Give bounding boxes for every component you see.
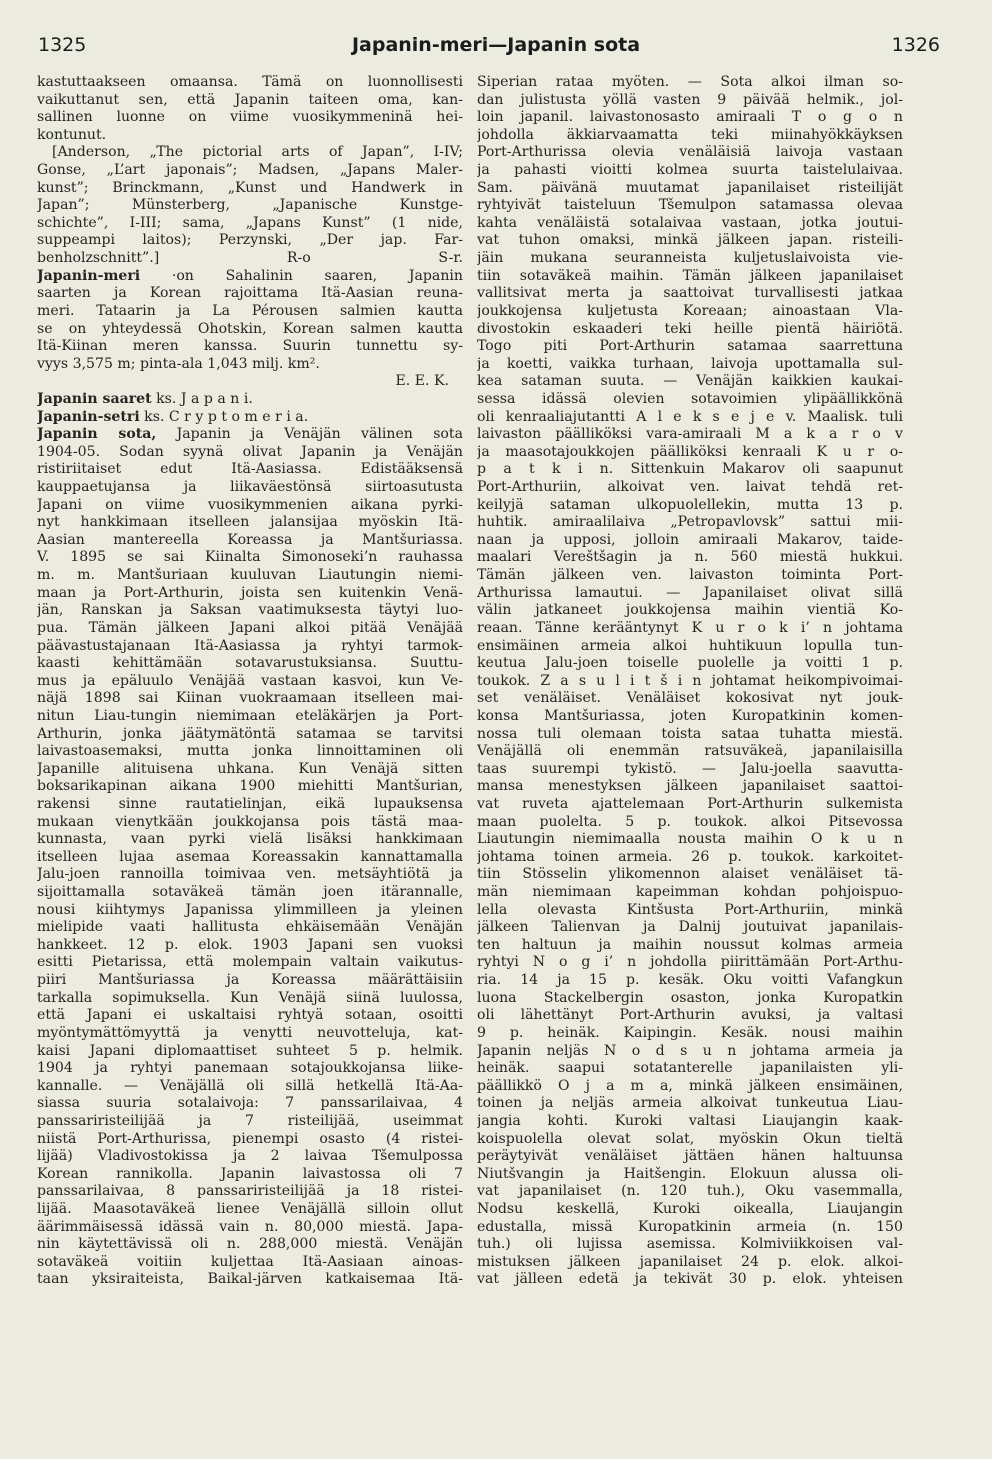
- text-line: Aasian mantereella Koreassa ja Mantšuriassa.: [37, 531, 463, 548]
- text-line: ristiriitaiset edut Itä-Aasiassa. Edistääksensä: [37, 461, 463, 478]
- text-line: kauppaetujansa ja liikaväestönsä siirtoasutusta: [37, 479, 463, 496]
- text-line: mukaan vienytkään joukkojansa pois tästä maa-: [37, 813, 463, 830]
- text-line: keutua Jalu-joen toiselle puolelle ja voitti 1 p.: [477, 655, 903, 672]
- text-line: Siperian rataa myöten. — Sota alkoi ilman so-: [477, 74, 903, 90]
- text-line: vaikuttanut sen, että Japanin taiteen oma, kan-: [37, 91, 463, 108]
- text-line: Sam. päivänä muutamat japanilaiset risteilijät: [477, 179, 903, 196]
- text-line: pua. Tämän jälkeen Japani alkoi pitää Venäjää: [37, 619, 463, 636]
- text-line: oli lähettänyt Port-Arthurin avuksi, ja valtasi: [477, 1007, 903, 1024]
- text-line: Arthurin, jonka jäätymätöntä satamaa se tarvitsi: [37, 725, 463, 742]
- text-line: laivastoasemaksi, mutta jonka linnoittaminen oli: [37, 743, 463, 760]
- text-line: Japanin sota, Japanin ja Venäjän välinen sota: [37, 426, 463, 443]
- text-line: konsa Mantšuriassa, joten Kuropatkinin komen-: [477, 707, 903, 724]
- text-line: sijoittamalla sotaväkeä tämän joen itärannalle,: [37, 884, 463, 901]
- text-line: suppeampi laitos); Perzynski, „Der jap. Far-: [37, 232, 463, 249]
- entry-headword: Japanin-meri: [37, 267, 141, 284]
- text-line: ria. 14 ja 15 p. kesäk. Oku voitti Vafangkun: [477, 972, 903, 989]
- text-line: kannalle. — Venäjällä oli sillä hetkellä Itä-Aa-: [37, 1077, 463, 1094]
- text-line: Japan”; Münsterberg, „Japanische Kunstge-: [37, 197, 463, 214]
- text-line: koispuolella olevat solat, myöskin Okun tieltä: [477, 1130, 903, 1147]
- text-line: kaasti kehittämään sotavarustuksiansa. Suuttu-: [37, 655, 463, 672]
- text-line: ja maasotajoukkojen päälliköksi kenraali K u r o-: [477, 443, 903, 460]
- text-line: Port-Arthuriin, alkoivat ven. laivat tehdä ret-: [477, 479, 903, 496]
- text-line: ten haltuun ja maihin noussut kolmas armeia: [477, 936, 903, 953]
- text-line: toinen ja neljäs armeia alkoivat tunkeutua Liau-: [477, 1095, 903, 1112]
- text-line: män niemimaan kapeimman kohdan pohjoispuo-: [477, 884, 903, 901]
- text-line: itselleen lujaa asemaa Koreassakin kannattamalla: [37, 848, 463, 865]
- text-line: jän, Ranskan ja Saksan vaatimuksesta täytyi luo-: [37, 602, 463, 619]
- text-line: divostokin eskaaderi teki heille pientä häiriötä.: [477, 320, 903, 337]
- text-line: panssarilaivaa, 8 panssariristeilijää ja 18 ristei-: [37, 1183, 463, 1200]
- text-line: kastuttaakseen omaansa. Tämä on luonnollisesti: [37, 74, 463, 90]
- text-line: että Japani ei uskaltaisi ryhtyä sotaan, osoitti: [37, 1007, 463, 1024]
- text-line: mistuksen jälkeen japanilaiset 24 p. elok. alkoi-: [477, 1253, 903, 1270]
- text-line: panssariristeilijää ja 7 risteilijää, useimmat: [37, 1112, 463, 1129]
- text-line: kahta venäläistä sotalaivaa vastaan, jotka joutui-: [477, 214, 903, 231]
- text-line: 9 p. heinäk. Kaipingin. Kesäk. nousi maihin: [477, 1024, 903, 1041]
- text-line: lijää. Maasotaväkeä lienee Venäjällä silloin ollut: [37, 1201, 463, 1217]
- text-line: jangia kohti. Kuroki valtasi Liaujangin kaak-: [477, 1112, 903, 1129]
- text-line: Port-Arthurissa olevia venäläisiä laivoja vastaan: [477, 144, 903, 161]
- text-line: Japanille alituisena uhkana. Kun Venäjä sitten: [37, 760, 463, 777]
- text-line: maan puolelta. 5 p. toukok. alkoi Pitsevossa: [477, 813, 903, 830]
- text-line: meri. Tataarin ja La Pérousen salmien kautta: [37, 302, 463, 319]
- text-line: Togo piti Port-Arthurin satamaa saarrettuna: [477, 338, 903, 355]
- text-line: Nodsu keskellä, Kuroki oikealla, Liaujangin: [477, 1201, 903, 1217]
- text-line: Japanin saaret ks. J a p a n i.: [37, 390, 253, 407]
- text-line: nin käytettävissä oli n. 288,000 miestä. Venäjän: [37, 1236, 463, 1253]
- text-line: Venäjällä oli enemmän ratsuväkeä, japanilaisilla: [477, 743, 903, 760]
- text-line: kontunut.: [37, 126, 107, 143]
- text-line: vat ruveta ajattelemaan Port-Arthurin sulkemista: [477, 795, 903, 812]
- text-line: Liautungin niemimaalla nousta maihin O k u n: [477, 831, 903, 848]
- text-line: Japanin-setri ks. C r y p t o m e r i a.: [37, 408, 309, 425]
- text-line: nitun Liau-tungin niemimaan eteläkärjen ja Port-: [37, 707, 463, 724]
- text-line: Jalu-joen rannoilla toimivaa ven. metsäyhtiötä ja: [37, 866, 463, 883]
- text-line: rakensi sinne rautatielinjan, eikä lupauksensa: [37, 795, 463, 812]
- text-line: kea sataman suuta. — Venäjän kaikkien kaukai-: [477, 373, 903, 390]
- text-line: lella olevasta Kintšusta Port-Arthuriin, minkä: [477, 901, 903, 918]
- text-line: V. 1895 se sai Kiinalta Šimonoseki’n rauhassa: [37, 549, 463, 566]
- page-header: [0, 34, 992, 64]
- text-line: Japanin-meri ·on Sahalinin saaren, Japanin: [37, 267, 463, 284]
- text-line: Arthurissa lamautui. — Japanilaiset olivat sillä: [477, 584, 903, 601]
- text-line: vat jälleen edetä ja tekivät 30 p. elok. yhteisen: [477, 1271, 903, 1288]
- text-line: [Anderson, „The pictorial arts of Japan”, I-IV;: [52, 144, 463, 161]
- text-line: ryhtyi N o g i’ n johdolla piirittämään Port-Arthu-: [477, 954, 903, 971]
- text-line: vallitsivat merta ja saattoivat turvallisesti jatkaa: [477, 285, 903, 302]
- text-line: se on yhteydessä Ohotskin, Korean salmen kautta: [37, 320, 463, 337]
- text-line: tiin sotaväkeä maihin. Tämän jälkeen japanilaiset: [477, 267, 903, 284]
- running-title: Japanin-meri—Japanin sota: [351, 34, 641, 56]
- text-line: siassa suuria sotalaivoja: 7 panssarilaivaa, 4: [37, 1095, 463, 1112]
- text-line: Gonse, „L’art japonais”; Madsen, „Japans Maler-: [37, 162, 463, 179]
- text-line: hankkeet. 12 p. elok. 1903 Japani sen vuoksi: [37, 936, 463, 953]
- text-line: niistä Port-Arthurissa, pienempi osasto (4 ristei-: [37, 1130, 463, 1147]
- text-line: schichte”, I-III; sama, „Japans Kunst” (1 nide,: [37, 214, 463, 231]
- text-line: Japanin neljäs N o d s u n johtama armeia ja: [477, 1042, 903, 1059]
- text-line: nousi kiihtymys Japanissa ylimmilleen ja yleinen: [37, 901, 463, 918]
- text-line: vat japanilaiset (n. 120 tuh.), Oku vasemmalla,: [477, 1183, 903, 1200]
- right-text-column: [477, 74, 903, 1289]
- text-line: dan julistusta yöllä vasten 9 päivää helmik., jol-: [477, 91, 903, 108]
- text-line: toukok. Z a s u l i t š i n johtamat heikompivoimai-: [477, 672, 903, 689]
- text-line: kunnasta, vaan pyrki vielä lisäksi hankkimaan: [37, 831, 463, 848]
- text-line: set venäläiset. Venäläiset kokosivat nyt jouk-: [477, 690, 903, 707]
- text-line: ryhtyivät taisteluun Tšemulpon satamassa olevaa: [477, 197, 903, 214]
- text-line: taan yksiraiteista, Baikal-järven katkaisemaa Itä-: [37, 1271, 463, 1288]
- text-line: peräytyivät venäläiset jättäen hänen haltuunsa: [477, 1148, 903, 1165]
- left-text-column: [37, 74, 463, 1289]
- text-line: p a t k i n. Sittenkuin Makarov oli saapunut: [477, 461, 903, 478]
- text-line: vat tuhon omaksi, minkä jälkeen japan. risteili-: [477, 232, 903, 249]
- text-line: johdolla äkkiarvaamatta teki miinahyökkäyksen: [477, 126, 903, 143]
- text-line: ensimäinen armeia alkoi huhtikuun lopulla tun-: [477, 637, 903, 654]
- right-page-number: 1326: [891, 34, 940, 56]
- text-line: boksarikapinan aikana 1900 miehitti Mantšurian,: [37, 778, 463, 795]
- left-page-number: 1325: [38, 34, 87, 56]
- text-line: keilyjä sataman ulkopuolellekin, mutta 13 p.: [477, 496, 903, 513]
- text-line: sessa idässä olevien sotavoimien ylipäällikkönä: [477, 390, 903, 407]
- text-line: vyys 3,575 m; pinta-ala 1,043 milj. km².: [37, 355, 320, 372]
- text-line: Korean rannikolla. Japanin laivastossa oli 7: [37, 1165, 463, 1182]
- text-line: mielipide vaati hallitusta ehkäisemään Venäjän: [37, 919, 463, 936]
- entry-headword: Japanin-setri: [37, 408, 140, 425]
- text-line: nyt hankkimaan itselleen jalansijaa myöskin Itä-: [37, 514, 463, 531]
- text-line: jälkeen Talienvan ja Dalnij joutuivat japanilais-: [477, 919, 903, 936]
- text-line: ja koetti, vaikka turhaan, laivoja upottamalla sul-: [477, 355, 903, 372]
- text-line: taas suurempi tykistö. — Jalu-joella saavutta-: [477, 760, 903, 777]
- text-line: loin japanil. laivastonosasto amiraali T o g o n: [477, 109, 903, 126]
- text-line: mansa menestyksen jälkeen japanilaiset saattoi-: [477, 778, 903, 795]
- text-line: E. E. K.: [395, 373, 449, 390]
- text-line: sotaväkeä voitiin kuljettaa Itä-Aasiaan ainoas-: [37, 1253, 463, 1270]
- text-line: sallinen luonne on viime vuosikymmeninä hei-: [37, 109, 463, 126]
- text-line: saarten ja Korean rajoittama Itä-Aasian reuna-: [37, 285, 463, 302]
- text-line: tuh.) oli lujissa asemissa. Kolmiviikkoisen val-: [477, 1236, 903, 1253]
- text-line: jäin mukana seuranneista kuljetuslaivoista vie-: [477, 250, 903, 267]
- text-line: piiri Mantšuriassa ja Koreassa määrättäisiin: [37, 972, 463, 989]
- text-line: maalari Vereštšagin ja n. 560 miestä hukkui.: [477, 549, 903, 566]
- text-line: edustalla, missä Kuropatkinin armeia (n. 150: [477, 1218, 903, 1235]
- text-line: Japani on viime vuosikymmenien aikana pyrki-: [37, 496, 463, 513]
- text-line: johtama toinen armeia. 26 p. toukok. karkoitet-: [477, 848, 903, 865]
- text-line: tarkalla sopimuksella. Kun Venäjä siinä luulossa,: [37, 989, 463, 1006]
- text-line: laivaston päälliköksi vara-amiraali M a k a r o v: [477, 426, 903, 443]
- text-line: päällikkö O j a m a, minkä jälkeen ensimäinen,: [477, 1077, 903, 1094]
- text-line: välin jatkaneet joukkojensa maihin vientiä Ko-: [477, 602, 903, 619]
- text-line: mus ja epäluulo Venäjää vastaan kasvoi, kun Ve-: [37, 672, 463, 689]
- text-line: m. m. Mantšuriaan kuuluvan Liautungin niemi-: [37, 567, 463, 584]
- text-line: huhtik. amiraalilaiva „Petropavlovsk” sattui mii-: [477, 514, 903, 531]
- text-line: kunst”; Brinckmann, „Kunst und Handwerk in: [37, 179, 463, 196]
- text-line: 1904 ja ryhtyi panemaan sotajoukkojansa liike-: [37, 1060, 463, 1077]
- text-line: äärimmäisessä idässä vain n. 80,000 miestä. Japa-: [37, 1218, 463, 1235]
- text-line: Niutšvangin ja Haitšengin. Elokuun alussa oli-: [477, 1165, 903, 1182]
- text-line: maan ja Port-Arthurin, joista sen kuitenkin Venä-: [37, 584, 463, 601]
- text-line: myöntymättömyyttä ja venytti neuvotteluja, kat-: [37, 1024, 463, 1041]
- text-line: näjä 1898 sai Kiinan vuokraamaan itselleen mai-: [37, 690, 463, 707]
- text-line: esitti Pietarissa, että molempain valtain vaikutus-: [37, 954, 463, 971]
- text-line: 1904-05. Sodan syynä olivat Japanin ja Venäjän: [37, 443, 463, 460]
- entry-headword: Japanin sota,: [37, 426, 157, 443]
- text-line: oli kenraaliajutantti A l e k s e j e v. Maalisk. tuli: [477, 408, 903, 425]
- text-line: lijää) Vladivostokissa ja 2 laivaa Tšemulpossa: [37, 1148, 463, 1165]
- text-line: naan ja upposi, jolloin amiraali Makarov, taide-: [477, 531, 903, 548]
- text-line: nossa tuli olemaan toista sataa tuhatta miestä.: [477, 725, 903, 742]
- text-line: benholzschnitt”.] R-o S-r.: [37, 250, 463, 267]
- entry-headword: Japanin saaret: [37, 390, 152, 407]
- text-line: joukkojensa kuljetusta Koreaan; ainoastaan Vla-: [477, 302, 903, 319]
- text-line: ja pahasti vioitti kolmea suurta taistelulaivaa.: [477, 162, 903, 179]
- text-line: luona Stackelbergin osaston, jonka Kuropatkin: [477, 989, 903, 1006]
- text-line: kaisi Japani diplomaattiset suhteet 5 p. helmik.: [37, 1042, 463, 1059]
- text-line: reaan. Tänne kerääntynyt K u r o k i’ n johtama: [477, 619, 903, 636]
- text-line: heinäk. saapui sotatanterelle japanilaisten yli-: [477, 1060, 903, 1077]
- text-line: Itä-Kiinan meren kanssa. Suurin tunnettu sy-: [37, 338, 463, 355]
- text-line: tiin Stösselin ylikomennon alaiset venäläiset tä-: [477, 866, 903, 883]
- text-line: Tämän jälkeen ven. laivaston toiminta Port-: [477, 567, 903, 584]
- text-line: päävastustajanaan Itä-Aasiassa ja ryhtyi tarmok-: [37, 637, 463, 654]
